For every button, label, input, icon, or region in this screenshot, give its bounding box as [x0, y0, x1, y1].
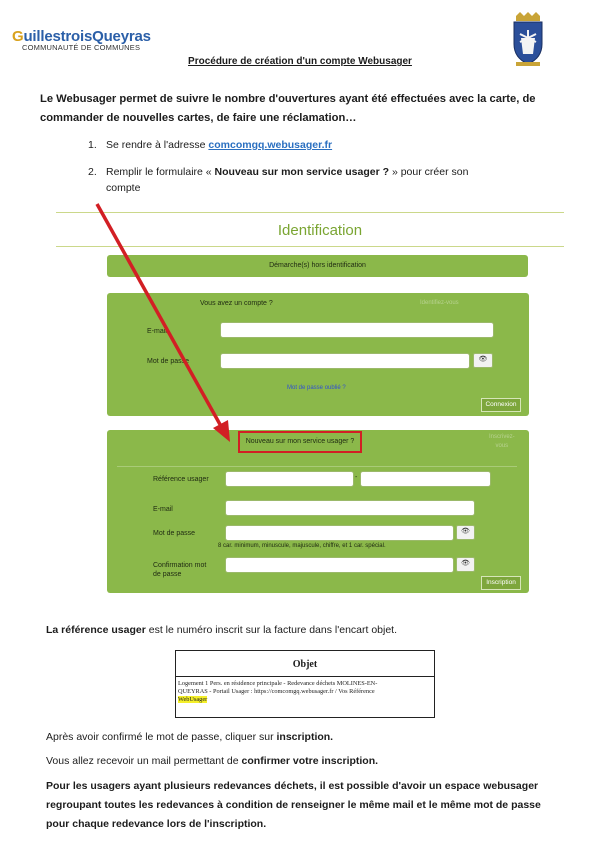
reference-paragraph	[46, 622, 397, 638]
step-number: 2.	[88, 166, 97, 178]
password-hint: 8 car. minimum, minuscule, majuscule, chiffre, et 1 car. spécial.	[218, 543, 386, 549]
show-confirm-password-icon[interactable]: 👁	[456, 557, 475, 572]
reference-text: est le numéro inscrit sur la facture dans l'encart objet.	[145, 624, 398, 636]
confirm-label-text: Confirmation mot	[153, 562, 207, 569]
anonymous-procedures-bar[interactable]: Démarche(s) hors identification	[107, 255, 528, 277]
intro-line: Le Webusager permet de suivre le nombre d'ouvertures ayant été effectuées avec la carte, de	[40, 93, 536, 105]
mail-instruction	[46, 753, 378, 769]
logo-subtitle: COMMUNAUTÉ DE COMMUNES	[22, 43, 141, 52]
outro-line: pour chaque redevance lors de l'inscription.	[46, 818, 267, 830]
login-email-label: E-mail	[147, 328, 167, 335]
object-title: Objet	[292, 659, 318, 670]
confirm-text: Après avoir confirmé le mot de passe, cliquer sur	[46, 731, 277, 743]
step-number: 1.	[88, 139, 97, 151]
outro-line: regroupant toutes les redevances à condition de renseigner le même mail et le même mot de passe	[46, 799, 541, 811]
step-text: » pour créer son	[389, 166, 469, 178]
register-aside-text: Inscrivez-	[489, 434, 515, 440]
new-user-heading-highlight: Nouveau sur mon service usager ?	[238, 431, 362, 453]
confirm-bold: inscription.	[276, 731, 334, 743]
connexion-button[interactable]: Connexion	[481, 398, 521, 412]
guillestrois-queyras-logo: GuillestroisQueyras	[12, 28, 151, 45]
object-text	[176, 677, 434, 704]
show-register-password-icon[interactable]: 👁	[456, 525, 475, 540]
webusager-link[interactable]: comcomgq.webusager.fr	[208, 139, 333, 151]
object-highlight: WebUsager	[178, 696, 208, 703]
intro-line: commander de nouvelles cartes, de faire une réclamation…	[40, 112, 357, 124]
document-title: Procédure de création d'un compte Webusager	[188, 56, 412, 67]
confirm-label-text: de passe	[153, 571, 182, 578]
reference-dash: -	[355, 474, 358, 481]
register-aside-text: vous	[495, 443, 509, 449]
step-text: Se rendre à l'adresse	[106, 139, 209, 151]
object-line: QUEYRAS - Portail Usager : https://comcomgq.webusager.fr / Vos Référence	[178, 688, 375, 695]
step-text: compte	[106, 182, 141, 194]
step-bold-text: Nouveau sur mon service usager ?	[214, 166, 390, 178]
show-password-icon[interactable]: 👁	[473, 353, 493, 368]
identification-title: Identification	[277, 222, 363, 239]
reference-bold: La référence usager	[46, 624, 146, 636]
login-aside: Identifiez-vous	[420, 300, 459, 306]
multiple-fees-paragraph	[46, 777, 586, 834]
step-text: Remplir le formulaire «	[106, 166, 215, 178]
inscription-button[interactable]: Inscription	[481, 576, 521, 590]
confirm-instruction	[46, 729, 333, 745]
forgot-password-link[interactable]: Mot de passe oublié ?	[287, 385, 346, 391]
invoice-object-box	[175, 650, 435, 718]
mail-text: Vous allez recevoir un mail permettant de	[46, 755, 242, 767]
login-password-label: Mot de passe	[147, 358, 190, 365]
reference-label: Référence usager	[153, 476, 209, 483]
register-password-label: Mot de passe	[153, 530, 196, 537]
login-heading: Vous avez un compte ?	[200, 300, 273, 307]
outro-line: Pour les usagers ayant plusieurs redevances déchets, il est possible d'avoir un espace webusager	[46, 780, 539, 792]
mail-bold: confirmer votre inscription.	[241, 755, 379, 767]
register-email-label: E-mail	[153, 506, 173, 513]
object-line: Logement 1 Pers. en résidence principale - Redevance déchets MOLINES-EN-	[178, 680, 378, 687]
